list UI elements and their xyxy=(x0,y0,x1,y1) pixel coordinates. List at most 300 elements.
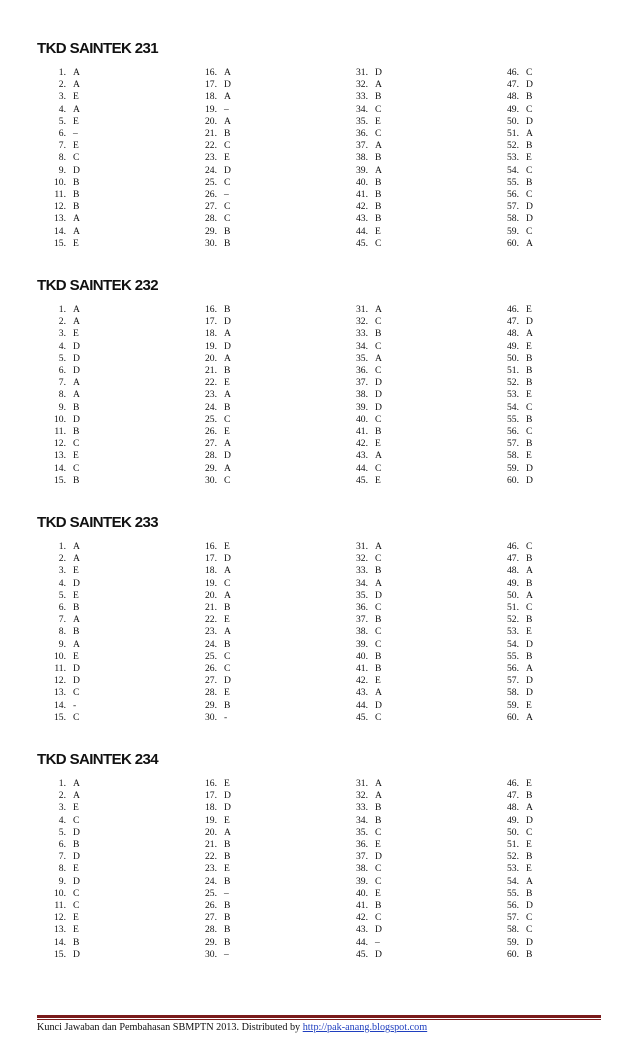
question-number: 45. xyxy=(356,237,368,249)
answer-letter: C xyxy=(375,638,382,650)
question-number: 49. xyxy=(507,103,519,115)
answer-letter: E xyxy=(375,887,381,899)
question-number: 19. xyxy=(205,103,217,115)
answer-letter: B xyxy=(224,924,231,936)
answer-letter: – xyxy=(224,103,229,115)
answer-letter: A xyxy=(224,462,231,474)
answer-letter: B xyxy=(224,699,231,711)
answer-letter: B xyxy=(73,426,80,437)
answer-letter: C xyxy=(73,152,80,164)
answer-letter: D xyxy=(526,900,533,911)
question-number: 10. xyxy=(54,887,66,899)
question-number: 44. xyxy=(356,462,368,474)
answer-letter: B xyxy=(224,365,231,376)
footer-divider-thick xyxy=(37,1015,601,1018)
question-number: 3. xyxy=(58,565,66,577)
answer-letter: A xyxy=(526,128,533,139)
answer-letter: B xyxy=(526,140,533,152)
question-number: 49. xyxy=(507,814,519,826)
question-number: 48. xyxy=(507,565,519,577)
answer-letter: A xyxy=(73,304,80,315)
question-number: 25. xyxy=(205,650,217,662)
answer-letter: E xyxy=(526,699,532,711)
question-number: 37. xyxy=(356,614,368,626)
answer-letter: C xyxy=(224,413,231,425)
answer-letter: D xyxy=(224,79,231,91)
question-number: 58. xyxy=(507,450,519,462)
question-number: 45. xyxy=(356,711,368,723)
question-number: 34. xyxy=(356,340,368,352)
question-number: 2. xyxy=(58,79,66,91)
question-number: 55. xyxy=(507,176,519,188)
answer-letter: - xyxy=(73,699,77,711)
question-number: 29. xyxy=(205,936,217,948)
answer-letter: E xyxy=(224,687,230,699)
answer-letter: B xyxy=(73,201,80,213)
answer-letter: B xyxy=(224,128,231,139)
question-number: 58. xyxy=(507,213,519,225)
question-number: 10. xyxy=(54,650,66,662)
question-number: 28. xyxy=(205,924,217,936)
question-number: 33. xyxy=(356,91,368,103)
answer-letter: C xyxy=(526,912,533,924)
question-number: 16. xyxy=(205,778,217,789)
answer-letter: – xyxy=(224,189,229,200)
answer-letter: B xyxy=(526,650,533,662)
answer-letter: B xyxy=(73,839,80,850)
answer-letter: D xyxy=(73,663,80,674)
question-number: 11. xyxy=(54,189,66,200)
answer-letter: B xyxy=(375,614,382,626)
question-number: 13. xyxy=(54,450,66,462)
answer-letter: E xyxy=(73,328,79,340)
question-number: 32. xyxy=(356,553,368,565)
answer-letter: D xyxy=(375,924,382,936)
question-number: 55. xyxy=(507,413,519,425)
question-number: 39. xyxy=(356,875,368,887)
answer-letter: D xyxy=(375,389,382,401)
question-number: 58. xyxy=(507,687,519,699)
question-number: 30. xyxy=(205,237,217,249)
answer-letter: A xyxy=(224,352,231,364)
question-number: 51. xyxy=(507,602,519,613)
question-number: 49. xyxy=(507,577,519,589)
question-number: 15. xyxy=(54,237,66,249)
question-number: 51. xyxy=(507,839,519,850)
question-number: 46. xyxy=(507,541,519,552)
footer-link[interactable]: http://pak-anang.blogspot.com xyxy=(302,1022,428,1033)
answer-letter: C xyxy=(375,602,382,613)
question-number: 5. xyxy=(58,589,66,601)
question-number: 57. xyxy=(507,675,519,687)
answer-letter: A xyxy=(73,103,80,115)
question-number: 11. xyxy=(54,663,66,674)
question-number: 27. xyxy=(205,201,217,213)
answer-letter: B xyxy=(375,802,382,814)
question-number: 17. xyxy=(205,79,217,91)
question-number: 7. xyxy=(58,614,66,626)
answer-letter: C xyxy=(526,826,533,838)
answer-letter: C xyxy=(224,201,231,213)
question-number: 31. xyxy=(356,67,368,78)
answer-letter: B xyxy=(375,426,382,437)
answer-letter: E xyxy=(224,541,230,552)
question-number: 18. xyxy=(205,565,217,577)
answer-letter: C xyxy=(375,553,382,565)
answer-letter: A xyxy=(73,316,80,328)
question-number: 6. xyxy=(58,365,66,376)
answer-letter: C xyxy=(375,863,382,875)
question-number: 9. xyxy=(58,164,66,176)
question-number: 25. xyxy=(205,413,217,425)
answer-letter: E xyxy=(73,589,79,601)
answer-letter: D xyxy=(73,875,80,887)
question-number: 52. xyxy=(507,614,519,626)
answer-letter: B xyxy=(375,663,382,674)
question-number: 37. xyxy=(356,851,368,863)
question-number: 9. xyxy=(58,875,66,887)
answer-letter: E xyxy=(224,863,230,875)
answer-letter: C xyxy=(526,67,533,78)
question-number: 38. xyxy=(356,389,368,401)
answer-letter: C xyxy=(73,462,80,474)
question-number: 2. xyxy=(58,553,66,565)
answer-letter: C xyxy=(375,875,382,887)
answer-letter: D xyxy=(73,164,80,176)
answer-letter: C xyxy=(73,438,80,450)
answer-letter: E xyxy=(375,474,381,486)
question-number: 18. xyxy=(205,802,217,814)
question-number: 59. xyxy=(507,699,519,711)
question-number: 30. xyxy=(205,474,217,486)
question-number: 20. xyxy=(205,352,217,364)
answer-letter: D xyxy=(375,377,382,389)
question-number: 16. xyxy=(205,541,217,552)
answer-letter: A xyxy=(526,565,533,577)
question-number: 32. xyxy=(356,79,368,91)
answer-letter: B xyxy=(224,602,231,613)
answer-letter: D xyxy=(224,802,231,814)
question-number: 43. xyxy=(356,924,368,936)
question-number: 20. xyxy=(205,115,217,127)
answer-letter: C xyxy=(224,663,231,674)
question-number: 48. xyxy=(507,802,519,814)
question-number: 4. xyxy=(58,340,66,352)
answer-letter: D xyxy=(73,948,80,960)
footer xyxy=(37,1022,427,1033)
question-number: 30. xyxy=(205,711,217,723)
answer-letter: C xyxy=(375,128,382,139)
answer-letter: A xyxy=(526,328,533,340)
answer-letter: A xyxy=(224,826,231,838)
question-number: 25. xyxy=(205,176,217,188)
question-number: 3. xyxy=(58,328,66,340)
answer-letter: C xyxy=(526,924,533,936)
answer-letter: B xyxy=(375,152,382,164)
answer-letter: - xyxy=(224,711,228,723)
question-number: 11. xyxy=(54,426,66,437)
answer-letter: C xyxy=(224,213,231,225)
answer-letter: A xyxy=(526,802,533,814)
question-number: 6. xyxy=(58,602,66,613)
question-number: 46. xyxy=(507,778,519,789)
answer-letter: D xyxy=(73,851,80,863)
question-number: 28. xyxy=(205,213,217,225)
question-number: 53. xyxy=(507,152,519,164)
question-number: 45. xyxy=(356,474,368,486)
question-number: 11. xyxy=(54,900,66,911)
question-number: 13. xyxy=(54,924,66,936)
answer-letter: A xyxy=(73,225,80,237)
answer-letter: A xyxy=(375,79,382,91)
answer-letter: B xyxy=(224,304,231,315)
answer-letter: A xyxy=(224,389,231,401)
section-title: TKD SAINTEK 232 xyxy=(37,277,159,294)
question-number: 3. xyxy=(58,802,66,814)
question-number: 35. xyxy=(356,352,368,364)
answer-letter: B xyxy=(526,553,533,565)
answer-letter: D xyxy=(224,450,231,462)
answer-letter: B xyxy=(224,237,231,249)
question-number: 55. xyxy=(507,650,519,662)
answer-letter: D xyxy=(224,790,231,802)
answer-letter: D xyxy=(375,589,382,601)
answer-letter: – xyxy=(224,948,229,960)
question-number: 31. xyxy=(356,304,368,315)
question-number: 41. xyxy=(356,189,368,200)
question-number: 21. xyxy=(205,128,217,139)
answer-letter: B xyxy=(73,401,80,413)
answer-letter: D xyxy=(224,316,231,328)
question-number: 33. xyxy=(356,802,368,814)
answer-letter: D xyxy=(73,340,80,352)
answer-letter: B xyxy=(73,474,80,486)
answer-section xyxy=(0,40,638,265)
question-number: 17. xyxy=(205,316,217,328)
question-number: 1. xyxy=(58,304,66,315)
question-number: 29. xyxy=(205,699,217,711)
question-number: 27. xyxy=(205,438,217,450)
answer-letter: B xyxy=(526,352,533,364)
answer-letter: A xyxy=(375,352,382,364)
answer-letter: D xyxy=(73,413,80,425)
question-number: 6. xyxy=(58,128,66,139)
question-number: 38. xyxy=(356,863,368,875)
answer-letter: A xyxy=(73,377,80,389)
question-number: 40. xyxy=(356,176,368,188)
answer-letter: B xyxy=(224,900,231,911)
answer-letter: D xyxy=(526,462,533,474)
question-number: 13. xyxy=(54,213,66,225)
question-number: 10. xyxy=(54,413,66,425)
answer-letter: C xyxy=(375,413,382,425)
answer-letter: B xyxy=(375,650,382,662)
question-number: 26. xyxy=(205,426,217,437)
question-number: 54. xyxy=(507,638,519,650)
question-number: 41. xyxy=(356,663,368,674)
question-number: 22. xyxy=(205,851,217,863)
answer-letter: B xyxy=(375,189,382,200)
question-number: 5. xyxy=(58,352,66,364)
question-number: 41. xyxy=(356,900,368,911)
answer-letter: D xyxy=(526,316,533,328)
question-number: 46. xyxy=(507,67,519,78)
question-number: 20. xyxy=(205,589,217,601)
answer-section xyxy=(0,514,638,739)
answer-letter: D xyxy=(375,699,382,711)
question-number: 30. xyxy=(205,948,217,960)
answer-letter: B xyxy=(526,887,533,899)
answer-letter: A xyxy=(526,663,533,674)
answer-letter: E xyxy=(375,438,381,450)
question-number: 21. xyxy=(205,602,217,613)
answer-letter: A xyxy=(375,778,382,789)
answer-letter: B xyxy=(375,213,382,225)
answer-letter: D xyxy=(526,79,533,91)
question-number: 22. xyxy=(205,140,217,152)
answer-letter: A xyxy=(224,67,231,78)
section-title: TKD SAINTEK 233 xyxy=(37,514,159,531)
footer-text: Kunci Jawaban dan Pembahasan SBMPTN 2013. Distributed by xyxy=(37,1022,303,1033)
question-number: 26. xyxy=(205,189,217,200)
answer-letter: – xyxy=(224,887,229,899)
answer-letter: A xyxy=(73,614,80,626)
question-number: 6. xyxy=(58,839,66,850)
answer-letter: B xyxy=(73,602,80,613)
question-number: 9. xyxy=(58,401,66,413)
question-number: 27. xyxy=(205,912,217,924)
answer-letter: A xyxy=(526,711,533,723)
question-number: 42. xyxy=(356,912,368,924)
answer-letter: B xyxy=(73,176,80,188)
question-number: 41. xyxy=(356,426,368,437)
answer-letter: D xyxy=(224,340,231,352)
question-number: 39. xyxy=(356,401,368,413)
question-number: 1. xyxy=(58,67,66,78)
question-number: 14. xyxy=(54,936,66,948)
answer-letter: E xyxy=(73,91,79,103)
answer-letter: D xyxy=(526,936,533,948)
answer-letter: B xyxy=(375,900,382,911)
answer-letter: C xyxy=(375,237,382,249)
question-number: 28. xyxy=(205,687,217,699)
answer-letter: C xyxy=(375,912,382,924)
answer-letter: E xyxy=(73,115,79,127)
question-number: 24. xyxy=(205,164,217,176)
answer-letter: A xyxy=(224,565,231,577)
answer-letter: B xyxy=(375,91,382,103)
question-number: 7. xyxy=(58,851,66,863)
question-number: 47. xyxy=(507,79,519,91)
answer-letter: A xyxy=(224,91,231,103)
answer-letter: B xyxy=(526,577,533,589)
answer-letter: C xyxy=(224,140,231,152)
section-title: TKD SAINTEK 231 xyxy=(37,40,159,57)
question-number: 17. xyxy=(205,553,217,565)
question-number: 58. xyxy=(507,924,519,936)
answer-letter: A xyxy=(526,875,533,887)
answer-letter: E xyxy=(224,152,230,164)
question-number: 57. xyxy=(507,201,519,213)
question-number: 13. xyxy=(54,687,66,699)
question-number: 34. xyxy=(356,814,368,826)
answer-letter: D xyxy=(224,164,231,176)
question-number: 38. xyxy=(356,626,368,638)
answer-letter: A xyxy=(375,164,382,176)
answer-letter: D xyxy=(526,638,533,650)
question-number: 15. xyxy=(54,711,66,723)
answer-letter: B xyxy=(526,176,533,188)
answer-letter: A xyxy=(73,553,80,565)
answer-letter: E xyxy=(224,426,230,437)
question-number: 59. xyxy=(507,462,519,474)
answer-letter: C xyxy=(526,541,533,552)
question-number: 54. xyxy=(507,164,519,176)
question-number: 34. xyxy=(356,577,368,589)
question-number: 38. xyxy=(356,152,368,164)
question-number: 34. xyxy=(356,103,368,115)
question-number: 55. xyxy=(507,887,519,899)
question-number: 1. xyxy=(58,541,66,552)
question-number: 29. xyxy=(205,462,217,474)
answer-letter: D xyxy=(526,201,533,213)
question-number: 60. xyxy=(507,948,519,960)
answer-letter: D xyxy=(73,675,80,687)
answer-letter: A xyxy=(73,67,80,78)
answer-letter: D xyxy=(375,851,382,863)
answer-letter: B xyxy=(375,814,382,826)
question-number: 53. xyxy=(507,389,519,401)
answer-letter: A xyxy=(375,577,382,589)
question-number: 43. xyxy=(356,450,368,462)
answer-letter: C xyxy=(73,711,80,723)
question-number: 31. xyxy=(356,541,368,552)
answer-letter: C xyxy=(526,103,533,115)
question-number: 26. xyxy=(205,663,217,674)
answer-letter: E xyxy=(375,225,381,237)
answer-letter: E xyxy=(73,450,79,462)
answer-letter: E xyxy=(375,115,381,127)
question-number: 16. xyxy=(205,67,217,78)
question-number: 36. xyxy=(356,365,368,376)
answer-letter: A xyxy=(224,438,231,450)
answer-letter: C xyxy=(73,887,80,899)
question-number: 14. xyxy=(54,225,66,237)
answer-letter: B xyxy=(526,851,533,863)
answer-letter: A xyxy=(224,328,231,340)
answer-letter: B xyxy=(526,91,533,103)
answer-letter: B xyxy=(224,839,231,850)
question-number: 19. xyxy=(205,577,217,589)
answer-letter: C xyxy=(224,176,231,188)
answer-letter: E xyxy=(526,626,532,638)
answer-letter: D xyxy=(526,213,533,225)
answer-letter: B xyxy=(224,851,231,863)
question-number: 32. xyxy=(356,790,368,802)
answer-letter: B xyxy=(224,638,231,650)
question-number: 10. xyxy=(54,176,66,188)
answer-letter: A xyxy=(526,237,533,249)
answer-letter: C xyxy=(224,650,231,662)
question-number: 47. xyxy=(507,553,519,565)
question-number: 23. xyxy=(205,389,217,401)
answer-letter: B xyxy=(73,189,80,200)
question-number: 39. xyxy=(356,638,368,650)
question-number: 40. xyxy=(356,650,368,662)
question-number: 4. xyxy=(58,103,66,115)
question-number: 48. xyxy=(507,91,519,103)
question-number: 3. xyxy=(58,91,66,103)
